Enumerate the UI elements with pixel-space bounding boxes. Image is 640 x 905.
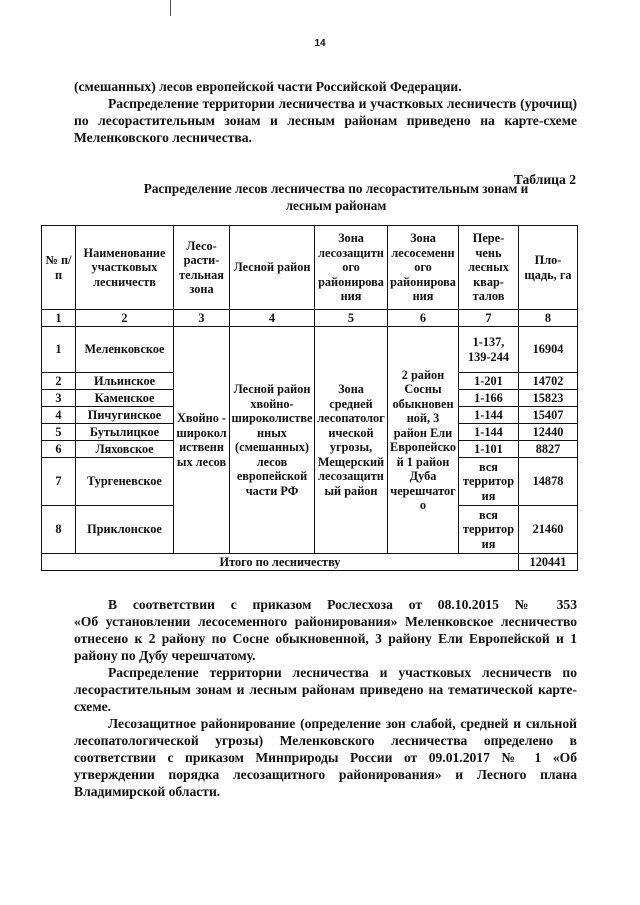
row-name: Приклонское [76,506,174,554]
header-area: Пло-щадь, га [519,226,578,310]
paragraph-forest-protection [74,715,577,800]
row-quarters: 1-101 [459,441,519,458]
row-quarters: 1-137, 139-244 [459,327,519,373]
row-name: Меленковское [76,327,174,373]
p1-line-2: «Об установлении лесосеменного районирования» Меленковское лесничество [74,614,577,629]
col-number: 8 [519,310,578,327]
merged-seed: 2 район Сосны обыкновенной, 3 район Ели Европейской 1 район Дуба черешчатого [388,327,459,554]
p1-line-3: отнесено к 2 району по Сосне обыкновенной, 3 району Ели Европейской и 1 [74,631,577,646]
row-quarters: вся территория [459,458,519,506]
header-seed: Зона лесосеменного районирования [388,226,459,310]
row-area: 14878 [519,458,578,506]
merged-protect: Зона средней лесопатологической угрозы, Мещерский лесозащитный район [315,327,388,554]
table-title-line-1: Распределение лесов лесничества по лесорастительным зонам и [143,181,529,196]
row-num: 3 [42,390,76,407]
col-number: 2 [76,310,174,327]
row-num: 1 [42,327,76,373]
row-num: 6 [42,441,76,458]
row-quarters: 1-144 [459,424,519,441]
p2-line-3: схеме. [74,699,112,714]
row-area: 14702 [519,373,578,390]
p3-line-1: Лесозащитное районирование (определение зон слабой, средней и сильной [108,716,577,731]
table-total-row [42,554,578,571]
row-quarters: вся территория [459,506,519,554]
p3-line-3: соответствии с приказом Минприроды России от 09.01.2017 № 1 «Об [74,750,577,765]
p1-line-1: В соответствии с приказом Рослесхоза от 08.10.2015 № 353 [108,597,577,612]
row-area: 16904 [519,327,578,373]
table-row [42,327,578,373]
row-quarters: 1-166 [459,390,519,407]
table-title [96,180,576,214]
intro-line-2: Распределение территории лесничества и участковых лесничеств (урочищ) [108,96,577,111]
row-area: 8827 [519,441,578,458]
header-name: Наименование участковых лесничеств [76,226,174,310]
paragraph-seed-zoning [74,596,577,664]
col-number: 7 [459,310,519,327]
forest-distribution-table [41,225,578,571]
row-name: Пичугинское [76,407,174,424]
col-number: 4 [230,310,315,327]
header-num: № п/п [42,226,76,310]
p1-line-4: району по Дубу черешчатому. [74,648,256,663]
col-number: 1 [42,310,76,327]
row-name: Каменское [76,390,174,407]
intro-line-3: по лесорастительным зонам и лесным районам приведено на карте-схеме [74,113,577,128]
row-name: Бутылицкое [76,424,174,441]
row-quarters: 1-201 [459,373,519,390]
row-name: Тургеневское [76,458,174,506]
table-header-row [42,226,578,310]
row-name: Ляховское [76,441,174,458]
row-num: 4 [42,407,76,424]
column-number-row [42,310,578,327]
total-value: 120441 [519,554,578,571]
p3-line-5: Владимирской области. [74,784,221,799]
header-protect: Зона лесозащитного районирования [315,226,388,310]
row-num: 8 [42,506,76,554]
total-label: Итого по лесничеству [42,554,519,571]
p2-line-1: Распределение территории лесничества и участковых лесничеств по [108,665,577,680]
row-num: 5 [42,424,76,441]
col-number: 3 [174,310,230,327]
row-num: 7 [42,458,76,506]
scan-edge-mark [170,0,171,16]
row-num: 2 [42,373,76,390]
intro-line-4: Меленковского лесничества. [74,130,252,145]
p2-line-2: лесорастительным зонам и лесным районам приведено на тематической карте- [74,682,577,697]
p3-line-4: утверждении порядка лесозащитного районирования» и Лесного плана [74,767,577,782]
p3-line-2: лесопатологической угрозы) Меленковского лесничества определено в [74,733,577,748]
table-title-line-2: лесным районам [285,198,387,213]
page-number: 14 [314,38,326,49]
col-number: 5 [315,310,388,327]
header-quarters: Пере-чень лесных квар-талов [459,226,519,310]
row-quarters: 1-144 [459,407,519,424]
merged-region: Лесной район хвойно-широколиственных (смешанных) лесов европейской части РФ [230,327,315,554]
col-number: 6 [388,310,459,327]
row-area: 21460 [519,506,578,554]
header-region: Лесной район [230,226,315,310]
row-area: 15407 [519,407,578,424]
intro-line-1: (смешанных) лесов европейской части Российской Федерации. [74,79,462,94]
row-area: 15823 [519,390,578,407]
paragraph-distribution [74,664,577,715]
row-area: 12440 [519,424,578,441]
header-zone: Лесо-расти-тельная зона [174,226,230,310]
row-name: Ильинское [76,373,174,390]
merged-zone: Хвойно - широколиственных лесов [174,327,230,554]
table-label: Таблица 2 [513,172,576,187]
